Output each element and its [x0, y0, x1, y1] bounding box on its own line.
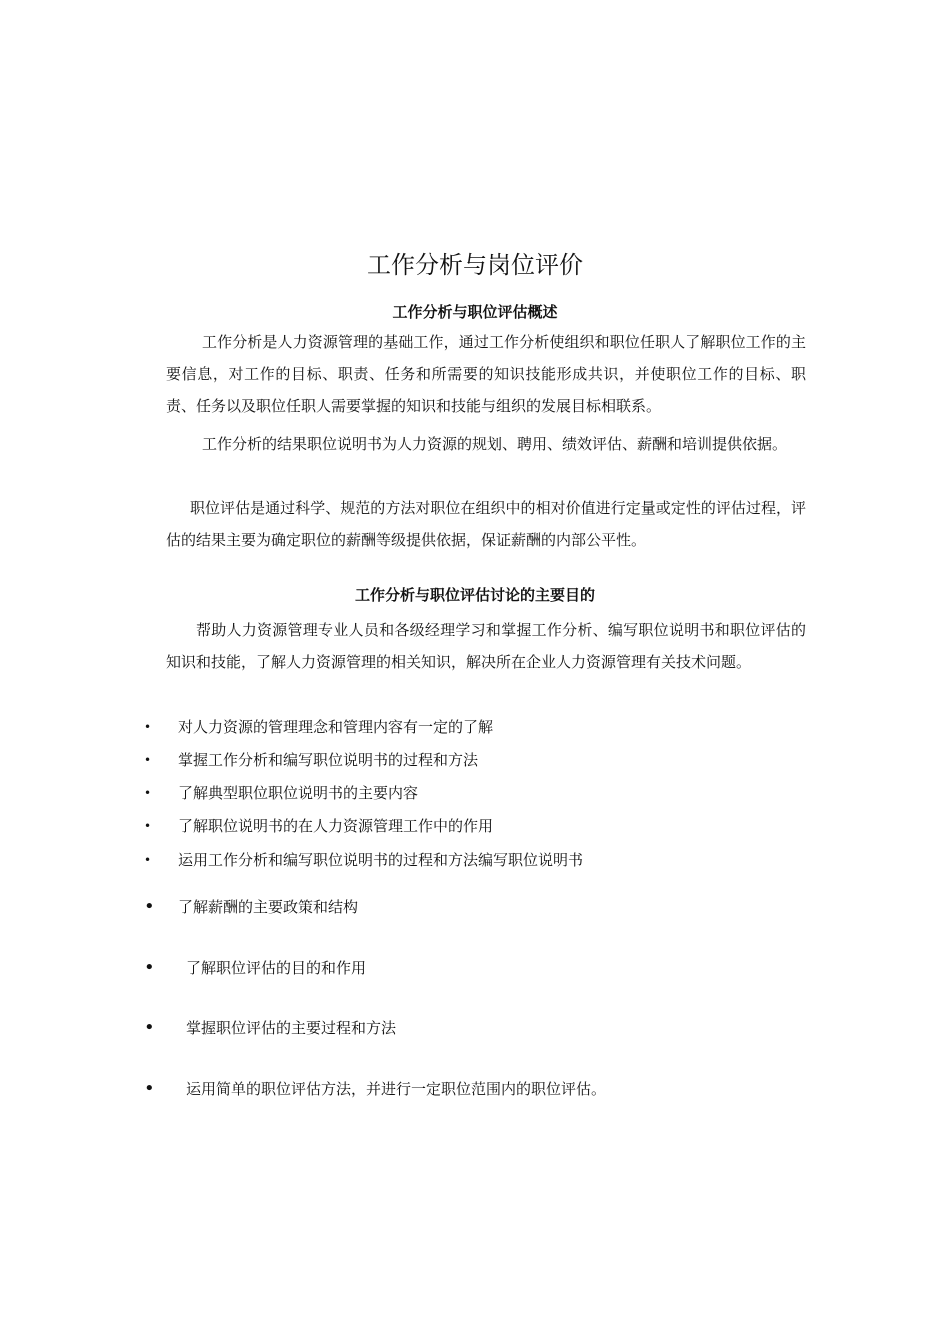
overview-paragraph-1: 工作分析是人力资源管理的基础工作，通过工作分析使组织和职位任职人了解职位工作的主要信息，对工作的目标、职责、任务和所需要的知识技能形成共识，并使职位工作的目标、职责、任务以及职位任职人需要掌握的知识和技能与组织的发展目标相联系。 [166, 333, 806, 415]
list-item [0, 1077, 950, 1101]
bullet-icon: • [144, 896, 155, 917]
bullet-icon: • [144, 853, 152, 867]
list-item-text: 了解职位评估的目的和作用 [186, 959, 367, 977]
list-item [0, 956, 950, 980]
bullet-icon: • [144, 720, 152, 734]
list-item [0, 781, 950, 805]
list-item [0, 715, 950, 739]
bullet-icon: • [144, 753, 152, 767]
bullet-icon: • [144, 1017, 155, 1038]
objectives-paragraph: 帮助人力资源管理专业人员和各级经理学习和掌握工作分析、编写职位说明书和职位评估的知识和技能，了解人力资源管理的相关知识，解决所在企业人力资源管理有关技术问题。 [166, 621, 806, 671]
bullet-icon: • [144, 1078, 155, 1099]
list-item [0, 1016, 950, 1040]
overview-paragraph-2: 工作分析的结果职位说明书为人力资源的规划、聘用、绩效评估、薪酬和培训提供依据。 [202, 435, 788, 453]
list-item-text: 了解职位说明书的在人力资源管理工作中的作用 [178, 817, 494, 835]
section-heading-objectives: 工作分析与职位评估讨论的主要目的 [354, 586, 595, 604]
list-item-text: 运用工作分析和编写职位说明书的过程和方法编写职位说明书 [178, 851, 584, 869]
list-item-text: 了解典型职位职位说明书的主要内容 [178, 784, 419, 802]
list-item-text: 掌握工作分析和编写职位说明书的过程和方法 [178, 751, 479, 769]
list-item [0, 814, 950, 838]
bullet-icon: • [144, 786, 152, 800]
list-item-text: 掌握职位评估的主要过程和方法 [186, 1019, 397, 1037]
list-item-text: 了解薪酬的主要政策和结构 [178, 898, 359, 916]
overview-paragraph-3: 职位评估是通过科学、规范的方法对职位在组织中的相对价值进行定量或定性的评估过程，评估的结果主要为确定职位的薪酬等级提供依据，保证薪酬的内部公平性。 [166, 499, 806, 549]
list-item [0, 848, 950, 872]
list-item [0, 895, 950, 919]
bullet-icon: • [144, 957, 155, 978]
list-item [0, 748, 950, 772]
list-item-text: 运用简单的职位评估方法，并进行一定职位范围内的职位评估。 [186, 1080, 607, 1098]
document-title: 工作分析与岗位评价 [367, 251, 583, 279]
list-item-text: 对人力资源的管理理念和管理内容有一定的了解 [178, 718, 494, 736]
section-heading-overview: 工作分析与职位评估概述 [392, 303, 558, 321]
bullet-icon: • [144, 819, 152, 833]
